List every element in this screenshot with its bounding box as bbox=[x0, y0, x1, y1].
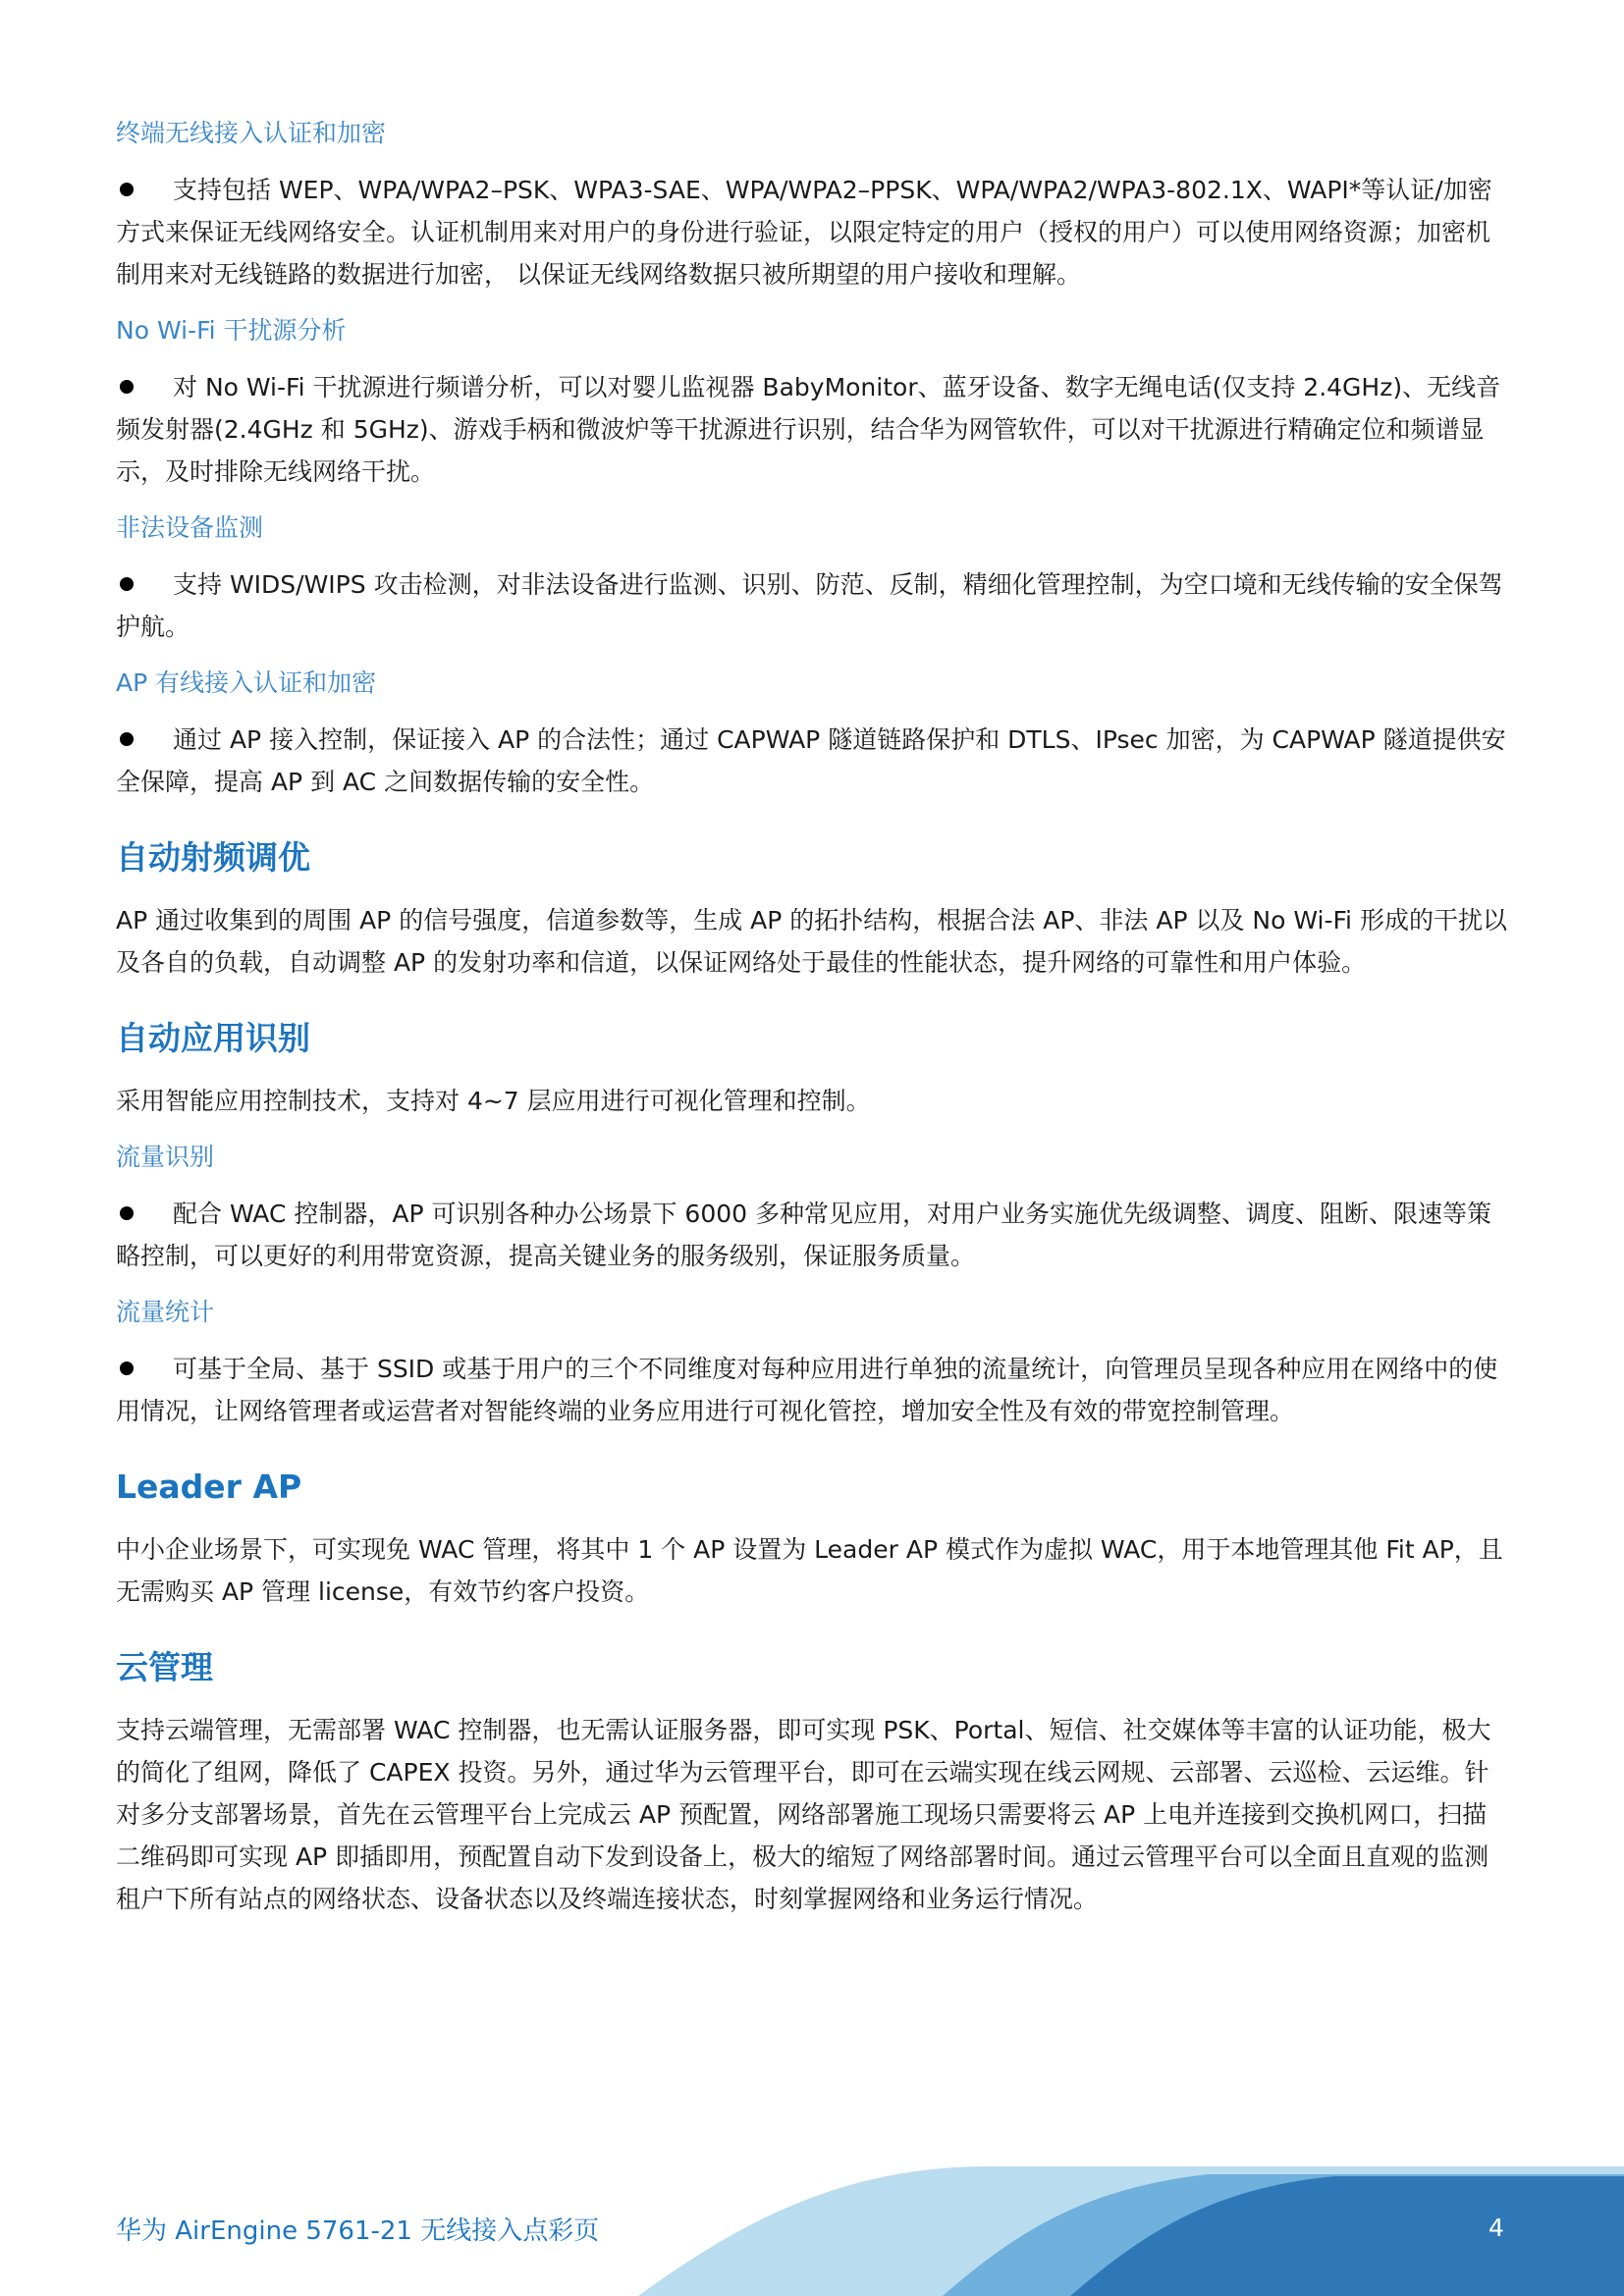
bullet-item bbox=[116, 366, 1510, 493]
subheading-rogue-device: 非法设备监测 bbox=[116, 513, 264, 542]
bullet-text: 支持 WIDS/WIPS 攻击检测，对非法设备进行监测、识别、防范、反制，精细化管理控制，为空口境和无线传输的安全保驾护航。 bbox=[116, 570, 1503, 641]
subheading-ap-wired-auth: AP 有线接入认证和加密 bbox=[116, 668, 377, 697]
body-paragraph: AP 通过收集到的周围 AP 的信号强度，信道参数等，生成 AP 的拓扑结构，根据合法 AP、非法 AP 以及 No Wi-Fi 形成的干扰以及各自的负载，自动调整 AP 的发射功率和信道，以保证网络处于最佳的性能状态，提升网络的可靠性和用户体验。 bbox=[116, 906, 1507, 977]
subheading-no-wifi: No Wi-Fi 干扰源分析 bbox=[116, 316, 347, 345]
subheading-terminal-auth: 终端无线接入认证和加密 bbox=[116, 119, 387, 147]
page-number: 4 bbox=[1489, 2214, 1504, 2242]
body-paragraph: 中小企业场景下，可实现免 WAC 管理，将其中 1 个 AP 设置为 Leader AP 模式作为虚拟 WAC，用于本地管理其他 Fit AP，且无需购买 AP 管理 license，有效节约客户投资。 bbox=[116, 1535, 1503, 1606]
section-title-cloud-management: 云管理 bbox=[116, 1648, 213, 1686]
section-title-rf-tuning: 自动射频调优 bbox=[116, 838, 310, 877]
bullet-dot bbox=[120, 380, 134, 394]
bullet-text: 支持包括 WEP、WPA/WPA2–PSK、WPA3-SAE、WPA/WPA2–PPSK、WPA/WPA2/WPA3-802.1X、WAPI*等认证/加密方式来保证无线网络安全。认证机制用来对用户的身份进行验证，以限定特定的用户（授权的用户）可以使用网络资源；加密机制用来对无线链路的数据进行加密， 以保证无线网络数据只被所期望的用户接收和理解。 bbox=[116, 176, 1492, 289]
bullet-dot bbox=[120, 1206, 134, 1220]
bullet-text: 通过 AP 接入控制，保证接入 AP 的合法性；通过 CAPWAP 隧道链路保护和 DTLS、IPsec 加密，为 CAPWAP 隧道提供安全保障，提高 AP 到 AC 之间数据传输的安全性。 bbox=[116, 725, 1506, 796]
section-title-leader-ap: Leader AP bbox=[116, 1468, 302, 1506]
subheading-traffic-statistics: 流量统计 bbox=[116, 1298, 215, 1326]
bullet-item bbox=[116, 1348, 1510, 1432]
bullet-dot bbox=[120, 732, 134, 746]
bullet-item bbox=[116, 563, 1510, 648]
subheading-traffic-recognition: 流量识别 bbox=[116, 1143, 215, 1171]
body-paragraph: 支持云端管理，无需部署 WAC 控制器，也无需认证服务器，即可实现 PSK、Portal、短信、社交媒体等丰富的认证功能，极大的简化了组网，降低了 CAPEX 投资。另外，通过华为云管理平台，即可在云端实现在线云网规、云部署、云巡检、云运维。针对多分支部署场景，首先在云管理平台上完成云 AP 预配置，网络部署施工现场只需要将云 AP 上电并连接到交换机网口，扫描二维码即可实现 AP 即插即用，预配置自动下发到设备上，极大的缩短了网络部署时间。通过云管理平台可以全面且直观的监测租户下所有站点的网络状态、设备状态以及终端连接状态，时刻掌握网络和业务运行情况。 bbox=[116, 1716, 1491, 1913]
document-content bbox=[116, 116, 1510, 1946]
bullet-text: 配合 WAC 控制器，AP 可识别各种办公场景下 6000 多种常见应用，对用户业务实施优先级调整、调度、阻断、限速等策略控制，可以更好的利用带宽资源，提高关键业务的服务级别，保证服务质量。 bbox=[116, 1200, 1492, 1270]
footer-document-title: 华为 AirEngine 5761-21 无线接入点彩页 bbox=[116, 2216, 600, 2246]
bullet-item bbox=[116, 719, 1510, 803]
bullet-item bbox=[116, 1193, 1510, 1277]
bullet-dot bbox=[120, 1362, 134, 1375]
bullet-item bbox=[116, 169, 1510, 295]
bullet-text: 对 No Wi-Fi 干扰源进行频谱分析，可以对婴儿监视器 BabyMonitor、蓝牙设备、数字无绳电话(仅支持 2.4GHz)、无线音频发射器(2.4GHz 和 5GHz)、游戏手柄和微波炉等干扰源进行识别，结合华为网管软件，可以对干扰源进行精确定位和频谱显示，及时排除无线网络干扰。 bbox=[116, 373, 1501, 486]
bullet-text: 可基于全局、基于 SSID 或基于用户的三个不同维度对每种应用进行单独的流量统计，向管理员呈现各种应用在网络中的使用情况，让网络管理者或运营者对智能终端的业务应用进行可视化管控，增加安全性及有效的带宽控制管理。 bbox=[116, 1355, 1498, 1425]
bullet-dot bbox=[120, 183, 134, 196]
body-paragraph: 采用智能应用控制技术，支持对 4~7 层应用进行可视化管理和控制。 bbox=[116, 1087, 871, 1115]
section-title-app-recognition: 自动应用识别 bbox=[116, 1019, 310, 1057]
bullet-dot bbox=[120, 577, 134, 591]
